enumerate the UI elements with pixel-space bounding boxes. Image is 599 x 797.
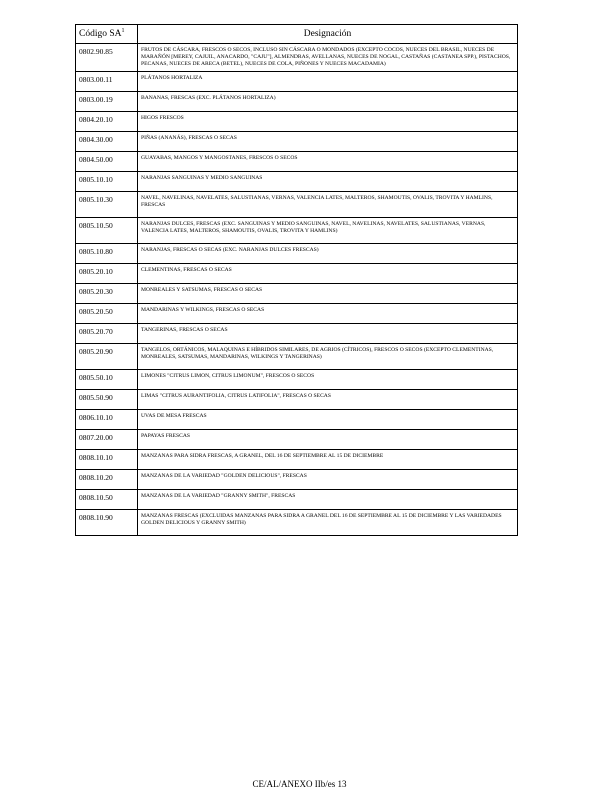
- hs-code-cell: 0805.10.30: [76, 192, 138, 218]
- designation-cell: NARANJAS DULCES, FRESCAS (EXC. SANGUINAS Y MEDIO SANGUINAS, NAVEL, NAVELINAS, NAVELATES, SALUSTIANAS, VERNAS, VALENCIA LATES, MALTEROS, SHAMOUTIS, OVALIS, TROVITA Y HAMLINS): [138, 218, 518, 244]
- designation-cell: NARANJAS, FRESCAS O SECAS (EXC. NARANJAS DULCES FRESCAS): [138, 244, 518, 264]
- designation-cell: GUAYABAS, MANGOS Y MANGOSTANES, FRESCOS O SECOS: [138, 152, 518, 172]
- designation-cell: MONREALES Y SATSUMAS, FRESCAS O SECAS: [138, 284, 518, 304]
- page-footer: CE/AL/ANEXO IIb/es 13: [252, 779, 347, 789]
- designation-cell: NAVEL, NAVELINAS, NAVELATES, SALUSTIANAS, VERNAS, VALENCIA LATES, MALTEROS, SHAMOUTIS, OVALIS, TROVITA Y HAMLINS, FRESCAS: [138, 192, 518, 218]
- table-row: [76, 172, 518, 192]
- table-row: [76, 370, 518, 390]
- designation-cell: NARANJAS SANGUINAS Y MEDIO SANGUINAS: [138, 172, 518, 192]
- table-header-row: [76, 25, 518, 44]
- hs-code-cell: 0804.30.00: [76, 132, 138, 152]
- table-row: [76, 430, 518, 450]
- table-row: [76, 304, 518, 324]
- designation-cell: PAPAYAS FRESCAS: [138, 430, 518, 450]
- hs-code-cell: 0804.50.00: [76, 152, 138, 172]
- table-body: [76, 44, 518, 536]
- hs-code-cell: 0808.10.50: [76, 490, 138, 510]
- designation-cell: LIMAS "CITRUS AURANTIFOLIA, CITRUS LATIFOLIA", FRESCAS O SECAS: [138, 390, 518, 410]
- table-row: [76, 112, 518, 132]
- designation-cell: PIÑAS (ANANÁS), FRESCAS O SECAS: [138, 132, 518, 152]
- designation-cell: MANZANAS DE LA VARIEDAD "GRANNY SMITH", FRESCAS: [138, 490, 518, 510]
- designation-cell: UVAS DE MESA FRESCAS: [138, 410, 518, 430]
- designation-cell: CLEMENTINAS, FRESCAS O SECAS: [138, 264, 518, 284]
- table-row: [76, 344, 518, 370]
- hs-code-cell: 0805.50.90: [76, 390, 138, 410]
- table-row: [76, 390, 518, 410]
- designation-cell: LIMONES "CITRUS LIMON, CITRUS LIMONUM", FRESCOS O SECOS: [138, 370, 518, 390]
- table-row: [76, 450, 518, 470]
- table-row: [76, 324, 518, 344]
- table-row: [76, 72, 518, 92]
- designation-cell: FRUTOS DE CÁSCARA, FRESCOS O SECOS, INCLUSO SIN CÁSCARA O MONDADOS (EXCEPTO COCOS, NUECES DEL BRASIL, NUECES DE MARAÑÓN [MEREY, CAJUIL, ANACARDO, "CAJU"], ALMENDRAS, AVELLANAS, NUECES DE NOGAL, CASTAÑAS (CASTANEA SPP.), PISTACHOS, PECANAS, NUECES DE ARECA (BETEL), NUECES DE COLA, PIÑONES Y NUECES MACADAMIA): [138, 44, 518, 72]
- designation-cell: MANZANAS DE LA VARIEDAD "GOLDEN DELICIOUS", FRESCAS: [138, 470, 518, 490]
- hs-code-cell: 0808.10.90: [76, 510, 138, 536]
- hs-code-table: [75, 24, 518, 536]
- column-header-code: [76, 25, 138, 44]
- table-row: [76, 470, 518, 490]
- hs-code-cell: 0805.20.70: [76, 324, 138, 344]
- designation-cell: TANGELOS, ORTÁNICOS, MALAQUINAS E HÍBRIDOS SIMILARES, DE AGRIOS (CÍTRICOS), FRESCOS O SECOS (EXCEPTO CLEMENTINAS, MONREALES, SATSUMAS, MANDARINAS, WILKINGS Y TANGERINAS): [138, 344, 518, 370]
- designation-cell: PLÁTANOS HORTALIZA: [138, 72, 518, 92]
- designation-cell: MANZANAS FRESCAS (EXCLUIDAS MANZANAS PARA SIDRA A GRANEL DEL 16 DE SEPTIEMBRE AL 15 DE DICIEMBRE Y LAS VARIEDADES GOLDEN DELICIOUS Y GRANNY SMITH): [138, 510, 518, 536]
- table-row: [76, 44, 518, 72]
- table-row: [76, 244, 518, 264]
- table-row: [76, 510, 518, 536]
- designation-cell: MANZANAS PARA SIDRA FRESCAS, A GRANEL, DEL 16 DE SEPTIEMBRE AL 15 DE DICIEMBRE: [138, 450, 518, 470]
- hs-code-cell: 0806.10.10: [76, 410, 138, 430]
- hs-code-cell: 0803.00.19: [76, 92, 138, 112]
- table-row: [76, 410, 518, 430]
- designation-cell: HIGOS FRESCOS: [138, 112, 518, 132]
- hs-code-cell: 0807.20.00: [76, 430, 138, 450]
- table-row: [76, 152, 518, 172]
- table-row: [76, 132, 518, 152]
- table-row: [76, 490, 518, 510]
- table-row: [76, 264, 518, 284]
- hs-code-cell: 0805.10.50: [76, 218, 138, 244]
- hs-code-cell: 0803.00.11: [76, 72, 138, 92]
- hs-code-cell: 0805.20.30: [76, 284, 138, 304]
- hs-code-cell: 0805.50.10: [76, 370, 138, 390]
- hs-code-cell: 0804.20.10: [76, 112, 138, 132]
- table-row: [76, 284, 518, 304]
- hs-code-cell: 0808.10.20: [76, 470, 138, 490]
- hs-code-cell: 0805.20.50: [76, 304, 138, 324]
- hs-code-cell: 0805.10.80: [76, 244, 138, 264]
- column-header-designation: Designación: [138, 25, 518, 44]
- column-header-code-label: Código SA: [79, 29, 122, 39]
- designation-cell: TANGERINAS, FRESCAS O SECAS: [138, 324, 518, 344]
- table-row: [76, 218, 518, 244]
- table-row: [76, 192, 518, 218]
- designation-cell: BANANAS, FRESCAS (EXC. PLÁTANOS HORTALIZA): [138, 92, 518, 112]
- designation-cell: MANDARINAS Y WILKINGS, FRESCAS O SECAS: [138, 304, 518, 324]
- hs-code-cell: 0808.10.10: [76, 450, 138, 470]
- footnote-marker: 1: [121, 28, 125, 34]
- table-row: [76, 92, 518, 112]
- hs-code-cell: 0805.10.10: [76, 172, 138, 192]
- hs-code-cell: 0805.20.10: [76, 264, 138, 284]
- hs-code-cell: 0805.20.90: [76, 344, 138, 370]
- hs-code-cell: 0802.90.85: [76, 44, 138, 72]
